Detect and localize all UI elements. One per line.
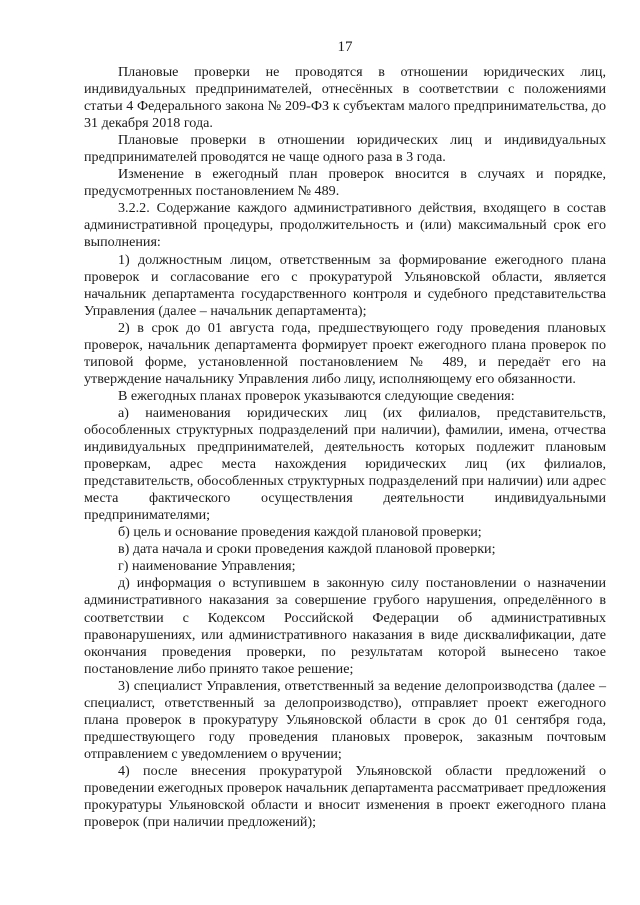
page-number: 17 bbox=[337, 39, 353, 55]
paragraph-subitem-d: д) информация о вступившем в законную силу постановлении о назначении административного наказания за совершение грубого нарушения, определённого в соответствии с Кодексом Российской Федерации об административных правонарушениях, или административного наказания в виде дисквалификации, дате окончания проведения проверки, по результатам которой вынесено такое постановление либо принято такое решение; bbox=[84, 575, 606, 677]
paragraph-item-1: 1) должностным лицом, ответственным за формирование ежегодного плана проверок и согласование его с прокуратурой Ульяновской области, является начальник департамента государственного контроля и судебного представительства Управления (далее – начальник департамента); bbox=[84, 251, 606, 319]
paragraph-subitem-b: б) цель и основание проведения каждой плановой проверки; bbox=[118, 524, 482, 541]
paragraph-small-business-exemption: Плановые проверки не проводятся в отношении юридических лиц, индивидуальных предпринимателей, отнесённых в соответствии с положениями статьи 4 Федерального закона № 209-ФЗ к субъектам малого предпринимательства, до 31 декабря 2018 года. bbox=[84, 64, 606, 132]
paragraph-subitem-a: а) наименования юридических лиц (их филиалов, представительств, обособленных структурных подразделений при наличии), фамилии, имена, отчества индивидуальных предпринимателей, деятельность которых подлежит плановым проверкам, адрес места нахождения юридических лиц (их филиалов, представительств, обособленных структурных подразделений при наличии) или адрес места фактического осуществления деятельности индивидуальными предпринимателями; bbox=[84, 404, 606, 524]
paragraph-plan-changes: Изменение в ежегодный план проверок вносится в случаях и порядке, предусмотренных постановлением № 489. bbox=[84, 166, 606, 200]
paragraph-item-3: 3) специалист Управления, ответственный за ведение делопроизводства (далее – специалист, ответственный за делопроизводство), отправляет проект ежегодного плана проверок в прокуратуру Ульяновской области в срок до 01 сентября года, предшествующего году проведения плановых проверок, заказным почтовым отправлением с уведомлением о вручении; bbox=[84, 677, 606, 762]
paragraph-item-2: 2) в срок до 01 августа года, предшествующего году проведения плановых проверок, начальник департамента формирует проект ежегодного плана проверок по типовой форме, установленной постановлением № 489, и передаёт его на утверждение начальнику Управления либо лицу, исполняющему его обязанности. bbox=[84, 319, 606, 387]
paragraph-plan-contents-intro: В ежегодных планах проверок указываются следующие сведения: bbox=[118, 387, 515, 404]
paragraph-subitem-g: г) наименование Управления; bbox=[118, 558, 296, 575]
paragraph-item-4: 4) после внесения прокуратурой Ульяновской области предложений о проведении ежегодных проверок начальник департамента рассматривает предложения прокуратуры Ульяновской области и вносит изменения в проект ежегодного плана проверок (при наличии предложений); bbox=[84, 762, 606, 831]
paragraph-subitem-v: в) дата начала и сроки проведения каждой плановой проверки; bbox=[118, 541, 496, 558]
paragraph-inspection-frequency: Плановые проверки в отношении юридических лиц и индивидуальных предпринимателей проводятся не чаще одного раза в 3 года. bbox=[84, 132, 606, 166]
paragraph-section-3-2-2: 3.2.2. Содержание каждого административного действия, входящего в состав административной процедуры, продолжительность и (или) максимальный срок его выполнения: bbox=[84, 200, 606, 251]
document-body bbox=[84, 64, 606, 831]
